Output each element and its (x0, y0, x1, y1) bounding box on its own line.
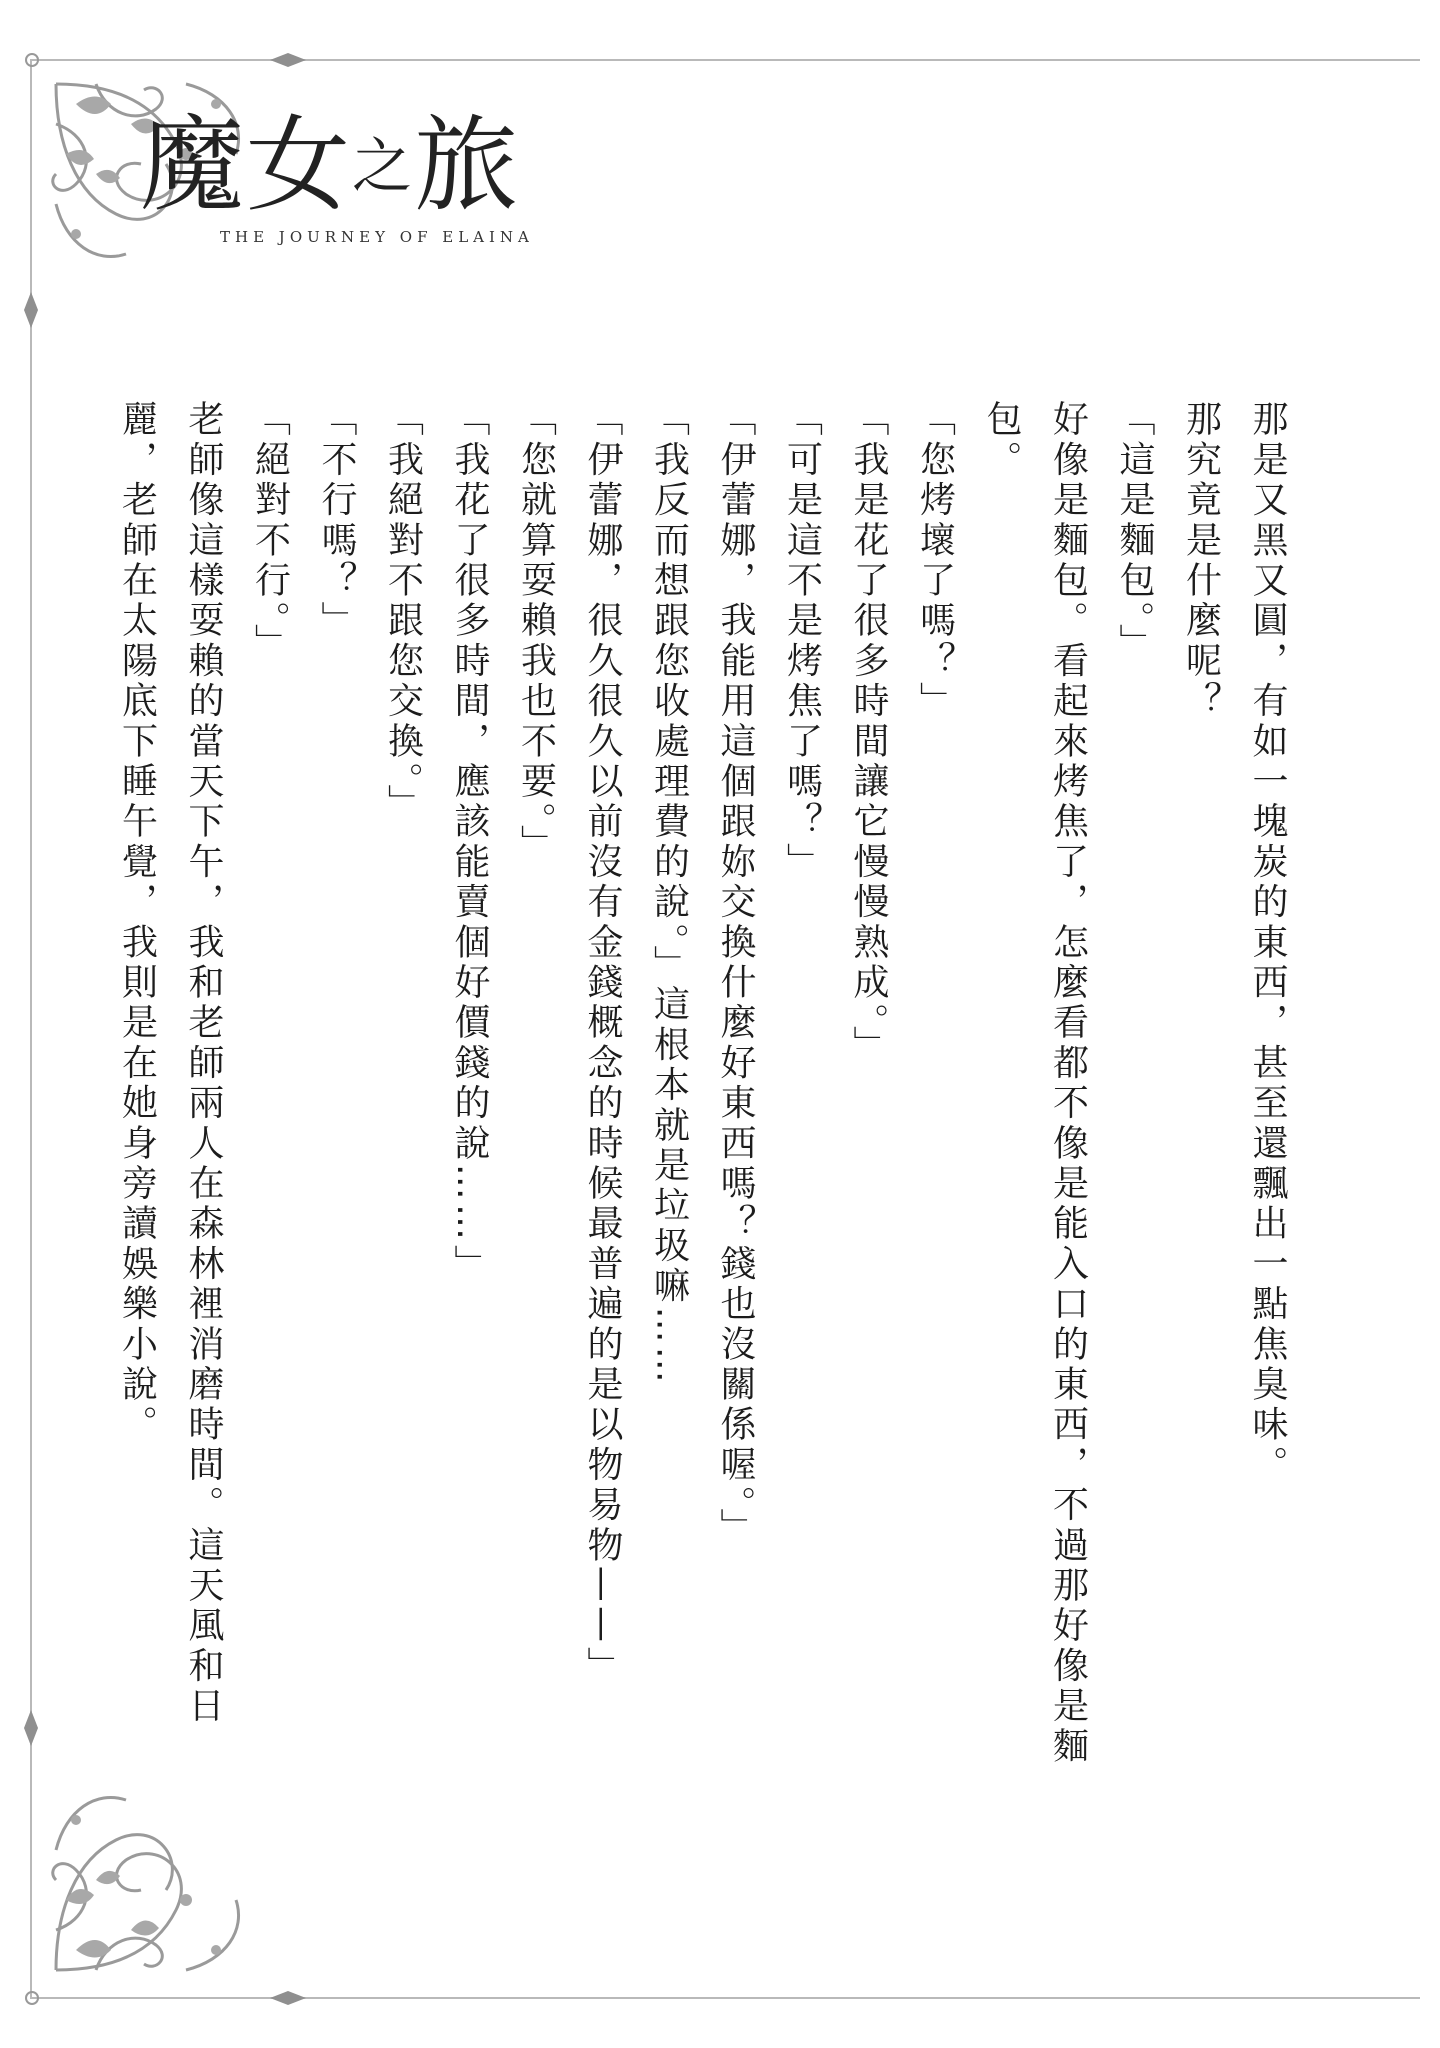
paragraph: 「伊蕾娜，我能用這個跟妳交換什麼好東西嗎？錢也沒關係喔。」 (715, 400, 756, 1548)
series-subtitle: THE JOURNEY OF ELAINA (220, 228, 534, 246)
frame-top-line (30, 59, 1420, 61)
paragraph: 那是又黑又圓，有如一塊炭的東西，甚至還飄出一點焦臭味。 (1247, 400, 1288, 1486)
paragraph: 「不行嗎？」 (316, 400, 357, 642)
paragraph: 那究竟是什麼呢？ (1180, 400, 1222, 722)
diamond-ornament-bottom (268, 1988, 308, 2008)
paragraph: 「絕對不行。」 (249, 400, 291, 664)
paragraph: 「伊蕾娜，很久很久以前沒有金錢概念的時候最普遍的是以物易物——」 (582, 400, 623, 1687)
vertical-body-text (116, 400, 1300, 1780)
series-title-end: 旅 (414, 104, 521, 226)
frame-bottom-line (30, 1997, 1420, 1999)
series-title-main: 魔女 (140, 104, 353, 226)
paragraph: 「我是花了很多時間讓它慢慢熟成。」 (848, 400, 889, 1066)
paragraph: 「可是這不是烤焦了嗎？」 (781, 400, 823, 883)
paragraph: 「我花了很多時間，應該能賣個好價錢的說……」 (449, 400, 490, 1285)
paragraph: 「我絕對不跟您交換。」 (382, 400, 424, 825)
series-title-small: 之 (352, 132, 415, 202)
paragraph: 「這是麵包。」 (1114, 400, 1155, 664)
paragraph: 「您烤壞了嗎？」 (914, 400, 956, 722)
series-logo (140, 100, 560, 250)
circle-ornament-bottom-left (22, 1988, 42, 2008)
paragraph: 「您就算耍賴我也不要。」 (515, 400, 557, 865)
floral-corner-ornament-bottom-left (36, 1760, 316, 1990)
paragraph: 好像是麵包。看起來烤焦了，怎麼看都不像是能入口的東西，不過那好像是麵包。 (981, 400, 1089, 1767)
diamond-ornament-left-lower (21, 1708, 41, 1748)
paragraph: 老師像這樣耍賴的當天下午，我和老師兩人在森林裡消磨時間。這天風和日麗，老師在太陽底下睡午覺，我則是在她身旁讀娛樂小說。 (116, 400, 224, 1727)
series-title (140, 100, 520, 232)
paragraph: 「我反而想跟您收處理費的說。」這根本就是垃圾嘛…… (648, 400, 690, 1387)
